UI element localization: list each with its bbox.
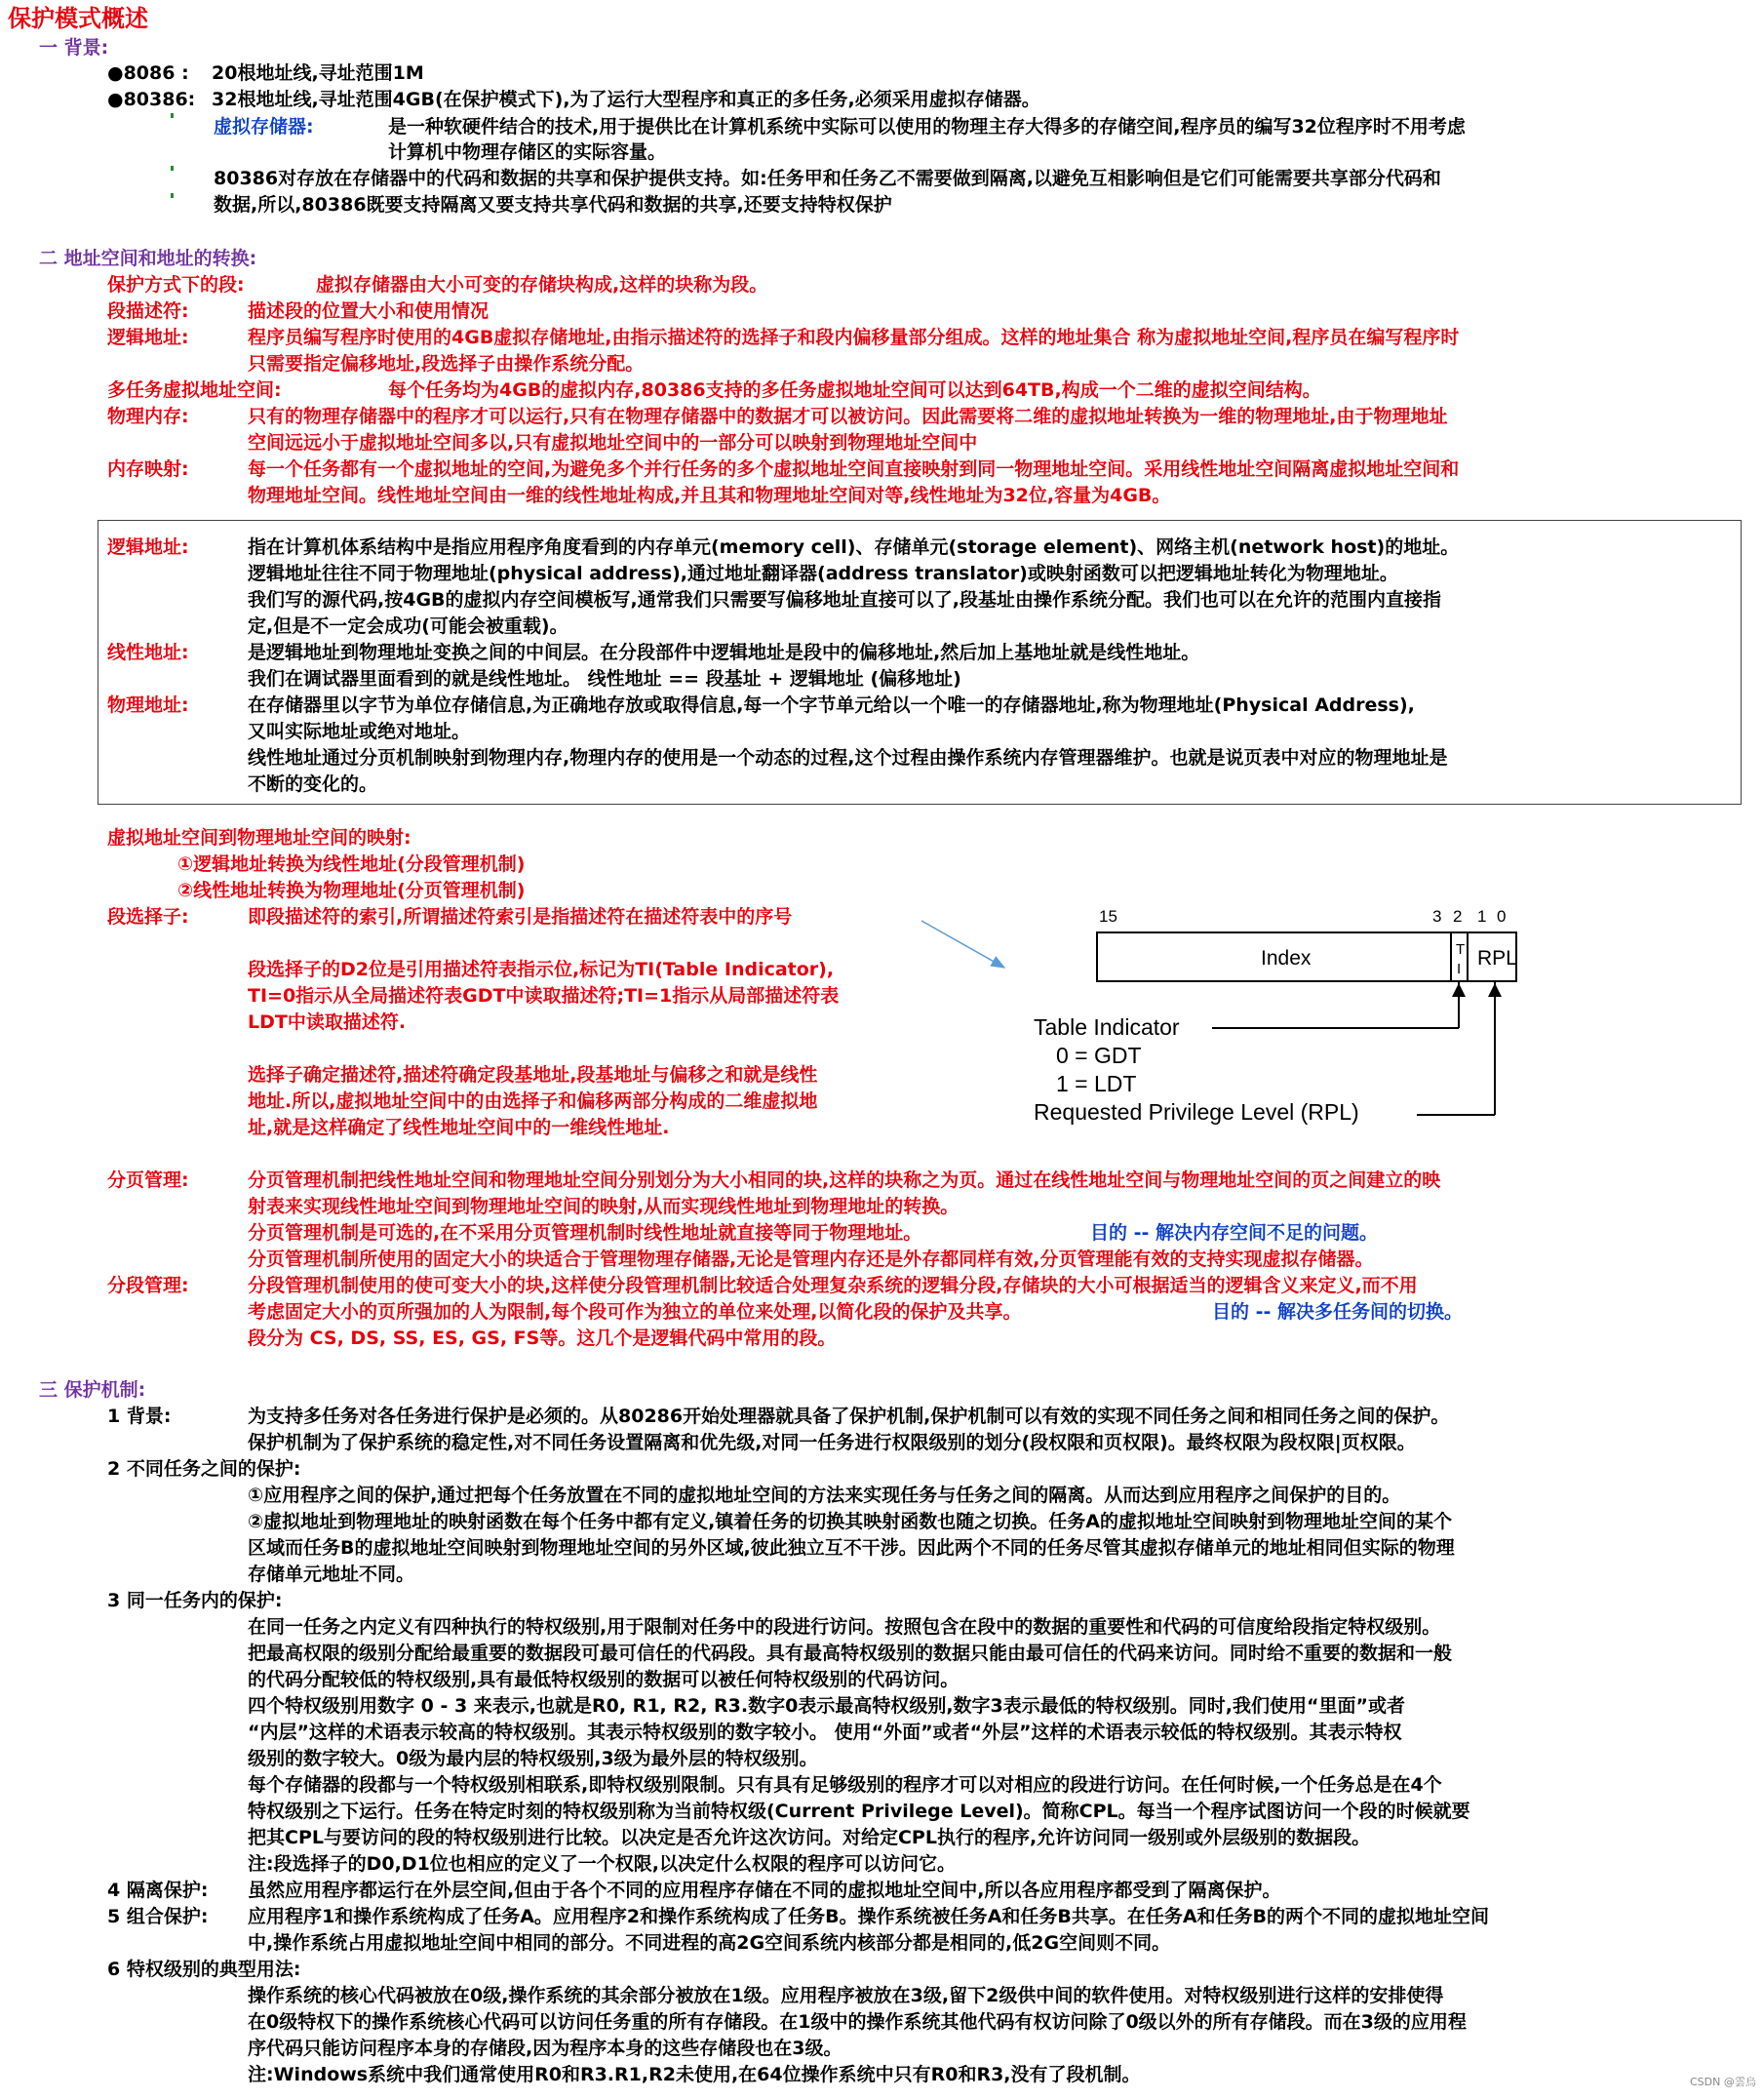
bit-3-label: 3: [1432, 907, 1442, 926]
memory-map-text-2: 物理地址空间。线性地址空间由一维的线性地址构成,并且其和物理地址空间对等,线性地址为32位,容量为4GB。: [248, 485, 1171, 506]
typical-usage-line-2: 在0级特权下的操作系统核心代码可以访问任务重的所有存储段。在1级中的操作系统其他代码有权访问除了0级以外的所有存储段。而在3级的应用程: [248, 2011, 1467, 2033]
box-logical-line-1: 指在计算机体系结构中是指应用程序角度看到的内存单元(memory cell)、存储单元(storage element)、网络主机(network host)的地址。: [248, 536, 1460, 558]
combined-label: 5 组合保护:: [107, 1906, 209, 1927]
sharing-text-1: 80386对存放在存储器中的代码和数据的共享和保护提供支持。如:任务甲和任务乙不需要做到隔离,以避免互相影响但是它们可能需要共享部分代码和: [214, 168, 1441, 189]
ti-text-1: 段选择子的D2位是引用描述符表指示位,标记为TI(Table Indicator),: [248, 959, 835, 980]
intra-task-line-9: 把其CPL与要访问的段的特权级别进行比较。以决定是否允许这次访问。对给定CPL执行的程序,允许访问同一级别或外层级别的数据段。: [248, 1827, 1371, 1848]
mapping-item-1: ①逻辑地址转换为线性地址(分段管理机制): [177, 853, 526, 875]
bullet-80386-text: 32根地址线,寻址范围4GB(在保护模式下),为了运行大型程序和真正的多任务,必须采用虚拟存储器。: [212, 89, 1040, 110]
paging-line-1: 分页管理机制把线性地址空间和物理地址空间分别划分为大小相同的块,这样的块称之为页。通过在线性地址空间与物理地址空间的页之间建立的映: [248, 1169, 1441, 1191]
multitask-text: 每个任务均为4GB的虚拟内存,80386支持的多任务虚拟地址空间可以达到64TB,构成一个二维的虚拟空间结构。: [388, 379, 1321, 401]
table-indicator-label: Table Indicator: [1034, 1014, 1180, 1040]
mapping-heading: 虚拟地址空间到物理地址空间的映射:: [107, 827, 411, 849]
physical-memory-text-1: 只有的物理存储器中的程序才可以运行,只有在物理存储器中的数据才可以被访问。因此需要将二维的虚拟地址转换为一维的物理地址,由于物理地址: [248, 406, 1448, 427]
typical-usage-note: 注:Windows系统中我们通常使用R0和R3.R1,R2未使用,在64位操作系统中只有R0和R3,没有了段机制。: [248, 2064, 1141, 2085]
page-title: 保护模式概述: [8, 5, 148, 32]
bit-0-label: 0: [1497, 907, 1507, 926]
intra-task-line-7: 每个存储器的段都与一个特权级别相联系,即特权级别限制。只有具有足够级别的程序才可以对相应的段进行访问。在任何时候,一个任务总是在4个: [248, 1774, 1442, 1796]
box-linear-line-1: 是逻辑地址到物理地址变换之间的中间层。在分段部件中逻辑地址是段中的偏移地址,然后加上基地址就是线性地址。: [248, 642, 1200, 663]
gdt-label: 0 = GDT: [1056, 1043, 1142, 1068]
tick-mark: [171, 113, 174, 118]
intra-task-line-5: “内层”这样的术语表示较高的特权级别。其表示特权级别的数字较小。 使用“外面”或者“外层”这样的术语表示较低的特权级别。其表示特权: [248, 1722, 1402, 1743]
selector-text: 即段描述符的索引,所谓描述符索引是指描述符在描述符表中的序号: [248, 906, 793, 928]
prot-background-line-2: 保护机制为了保护系统的稳定性,对不同任务设置隔离和优先级,对同一任务进行权限级别的划分(段权限和页权限)。最终权限为段权限|页权限。: [248, 1432, 1416, 1453]
typical-usage-label: 6 特权级别的典型用法:: [107, 1959, 301, 1980]
bit-15-label: 15: [1099, 907, 1117, 926]
intra-task-line-1: 在同一任务之内定义有四种执行的特权级别,用于限制对任务中的段进行访问。按照包含在段中的数据的重要性和代码的可信度给段指定特权级别。: [248, 1616, 1441, 1638]
paging-goal: 目的 -- 解决内存空间不足的问题。: [1090, 1222, 1379, 1244]
memory-map-text-1: 每一个任务都有一个虚拟地址的空间,为避免多个并行任务的多个虚拟地址空间直接映射到同一物理地址空间。采用线性地址空间隔离虚拟地址空间和: [248, 458, 1460, 480]
box-linear-line-2: 我们在调试器里面看到的就是线性地址。 线性地址 == 段基址 + 逻辑地址 (偏移地址): [248, 668, 961, 690]
paging-label: 分页管理:: [107, 1169, 189, 1191]
tick-mark: [171, 193, 174, 198]
bullet-8086-label: ●8086 :: [107, 62, 189, 84]
selector-desc-1: 选择子确定描述符,描述符确定段基地址,段基地址与偏移之和就是线性: [248, 1064, 818, 1086]
segmentation-line-3: 段分为 CS, DS, SS, ES, GS, FS等。这几个是逻辑代码中常用的段。: [248, 1327, 837, 1349]
memory-map-label: 内存映射:: [107, 458, 189, 480]
box-physical-line-2: 又叫实际地址或绝对地址。: [248, 721, 471, 742]
combined-line-2: 中,操作系统占用虚拟地址空间中相同的部分。不同进程的高2G空间系统内核部分都是相同的,低2G空间则不同。: [248, 1932, 1171, 1954]
inter-task-line-1: ①应用程序之间的保护,通过把每个任务放置在不同的虚拟地址空间的方法来实现任务与任务之间的隔离。从而达到应用程序之间保护的目的。: [248, 1485, 1401, 1506]
tick-mark: [171, 166, 174, 171]
physical-memory-text-2: 空间远远小于虚拟地址空间多以,只有虚拟地址空间中的一部分可以映射到物理地址空间中: [248, 432, 978, 454]
segmentation-label: 分段管理:: [107, 1275, 189, 1296]
intra-task-line-8: 特权级别之下运行。任务在特定时刻的特权级别称为当前特权级(Current Privilege Level)。简称CPL。每当一个程序试图访问一个段的时候就要: [248, 1801, 1470, 1822]
watermark: CSDN @雲烏: [1690, 2076, 1756, 2088]
selector-label: 段选择子:: [107, 906, 189, 928]
svg-text:I: I: [1457, 961, 1462, 977]
box-logical-line-3: 我们写的源代码,按4GB的虚拟内存空间模板写,通常我们只需要写偏移地址直接可以了,段基址由操作系统分配。我们也可以在允许的范围内直接指: [248, 589, 1441, 611]
descriptor-label: 段描述符:: [107, 300, 189, 322]
typical-usage-line-1: 操作系统的核心代码被放在0级,操作系统的其余部分被放在1级。应用程序被放在3级,留下2级供中间的软件使用。对特权级别进行这样的安排使得: [248, 1985, 1444, 2006]
paging-line-2: 射表来实现线性地址空间到物理地址空间的映射,从而实现线性地址到物理地址的转换。: [248, 1196, 960, 1217]
logical-address-text-2: 只需要指定偏移地址,段选择子由操作系统分配。: [248, 353, 645, 375]
bit-1-label: 1: [1477, 907, 1487, 926]
rpl-field: RPL: [1477, 947, 1517, 970]
prot-background-line-1: 为支持多任务对各任务进行保护是必须的。从80286开始处理器就具备了保护机制,保护机制可以有效的实现不同任务之间和相同任务之间的保护。: [248, 1406, 1450, 1427]
intra-task-line-6: 级别的数字较大。0级为最内层的特权级别,3级为最外层的特权级别。: [248, 1748, 818, 1769]
prot-background-label: 1 背景:: [107, 1406, 172, 1427]
svg-text:T: T: [1456, 941, 1466, 958]
inter-task-line-4: 存储单元地址不同。: [248, 1564, 415, 1585]
inter-task-line-3: 区域而任务B的虚拟地址空间映射到物理地址空间的另外区域,彼此独立互不干涉。因此两个不同的任务尽管其虚拟存储单元的地址相同但实际的物理: [248, 1537, 1455, 1559]
isolation-label: 4 隔离保护:: [107, 1880, 209, 1901]
box-logical-line-2: 逻辑地址往往不同于物理地址(physical address),通过地址翻译器(address translator)或映射函数可以把逻辑地址转化为物理地址。: [248, 563, 1398, 584]
inter-task-label: 2 不同任务之间的保护:: [107, 1458, 301, 1480]
ldt-label: 1 = LDT: [1056, 1071, 1137, 1096]
box-physical-line-1: 在存储器里以字节为单位存储信息,为正确地存放或取得信息,每一个字节单元给以一个唯一的存储器地址,称为物理地址(Physical Address),: [248, 694, 1415, 716]
virtual-memory-text-2: 计算机中物理存储区的实际容量。: [388, 141, 667, 163]
paging-line-4: 分页管理机制所使用的固定大小的块适合于管理物理存储器,无论是管理内存还是外存都同样有效,分页管理能有效的支持实现虚拟存储器。: [248, 1248, 1374, 1270]
box-physical-line-4: 不断的变化的。: [248, 773, 378, 795]
bit-2-label: 2: [1453, 907, 1463, 926]
virtual-memory-text-1: 是一种软硬件结合的技术,用于提供比在计算机系统中实际可以使用的物理主存大得多的存储空间,程序员的编写32位程序时不用考虑: [388, 116, 1466, 138]
multitask-label: 多任务虚拟地址空间:: [107, 379, 282, 401]
intra-task-line-3: 的代码分配较低的特权级别,具有最低特权级别的数据可以被任何特权级别的代码访问。: [248, 1669, 960, 1690]
typical-usage-line-3: 序代码只能访问程序本身的存储段,因为程序本身的这些存储段也在3级。: [248, 2038, 842, 2059]
section-3-heading: 三 保护机制:: [39, 1379, 146, 1401]
descriptor-text: 描述段的位置大小和使用情况: [248, 300, 490, 322]
segmentation-goal: 目的 -- 解决多任务间的切换。: [1212, 1301, 1464, 1323]
rpl-description: Requested Privilege Level (RPL): [1034, 1099, 1359, 1125]
selector-diagram: [1027, 895, 1548, 1129]
section-1-heading: 一 背景:: [39, 37, 109, 59]
box-physical-line-3: 线性地址通过分页机制映射到物理内存,物理内存的使用是一个动态的过程,这个过程由操作系统内存管理器维护。也就是说页表中对应的物理地址是: [248, 747, 1448, 769]
section-2-heading: 二 地址空间和地址的转换:: [39, 248, 257, 269]
combined-line-1: 应用程序1和操作系统构成了任务A。应用程序2和操作系统构成了任务B。操作系统被任务A和任务B共享。在任务A和任务B的两个不同的虚拟地址空间: [248, 1906, 1490, 1927]
box-logical-line-4: 定,但是不一定会成功(可能会被重载)。: [248, 615, 568, 637]
ti-text-2: TI=0指示从全局描述符表GDT中读取描述符;TI=1指示从局部描述符表: [248, 985, 840, 1007]
intra-task-line-2: 把最高权限的级别分配给最重要的数据段可最可信任的代码段。具有最高特权级别的数据只能由最可信任的代码来访问。同时给不重要的数据和一般: [248, 1643, 1453, 1664]
selector-desc-2: 地址.所以,虚拟地址空间中的由选择子和偏移两部分构成的二维虚拟地: [248, 1090, 818, 1112]
selector-desc-3: 址,就是这样确定了线性地址空间中的一维线性地址.: [248, 1117, 670, 1138]
isolation-line-1: 虽然应用程序都运行在外层空间,但由于各个不同的应用程序存储在不同的虚拟地址空间中,所以各应用程序都受到了隔离保护。: [248, 1880, 1281, 1901]
segment-text: 虚拟存储器由大小可变的存储块构成,这样的块称为段。: [316, 274, 768, 296]
physical-memory-label: 物理内存:: [107, 406, 189, 427]
segmentation-line-1: 分段管理机制使用的使可变大小的块,这样使分段管理机制比较适合处理复杂系统的逻辑分段,存储块的大小可根据适当的逻辑含义来定义,而不用: [248, 1275, 1418, 1296]
bullet-80386-label: ●80386:: [107, 89, 196, 110]
box-logical-label: 逻辑地址:: [107, 536, 189, 558]
mapping-item-2: ②线性地址转换为物理地址(分页管理机制): [177, 880, 526, 901]
bullet-8086-text: 20根地址线,寻址范围1M: [212, 62, 424, 84]
intra-task-note: 注:段选择子的D0,D1位也相应的定义了一个权限,以决定什么权限的程序可以访问它。: [248, 1853, 957, 1875]
segment-label: 保护方式下的段:: [107, 274, 245, 296]
intra-task-line-4: 四个特权级别用数字 0 - 3 来表示,也就是R0, R1, R2, R3.数字0表示最高特权级别,数字3表示最低的特权级别。同时,我们使用“里面”或者: [248, 1695, 1405, 1717]
paging-line-3: 分页管理机制是可选的,在不采用分页管理机制时线性地址就直接等同于物理地址。: [248, 1222, 922, 1244]
index-field: Index: [1261, 947, 1312, 970]
logical-address-text-1: 程序员编写程序时使用的4GB虚拟存储地址,由指示描述符的选择子和段内偏移量部分组成。这样的地址集合 称为虚拟地址空间,程序员在编写程序时: [248, 327, 1460, 348]
ti-text-3: LDT中读取描述符.: [248, 1011, 407, 1033]
inter-task-line-2: ②虚拟地址到物理地址的映射函数在每个任务中都有定义,镇着任务的切换其映射函数也随之切换。任务A的虚拟地址空间映射到物理地址空间的某个: [248, 1511, 1453, 1532]
box-linear-label: 线性地址:: [107, 642, 189, 663]
segmentation-line-2: 考虑固定大小的页所强加的人为限制,每个段可作为独立的单位来处理,以简化段的保护及共享。: [248, 1301, 1022, 1323]
intra-task-label: 3 同一任务内的保护:: [107, 1590, 283, 1611]
logical-address-label: 逻辑地址:: [107, 327, 189, 348]
sharing-text-2: 数据,所以,80386既要支持隔离又要支持共享代码和数据的共享,还要支持特权保护: [214, 194, 892, 216]
virtual-memory-label: 虚拟存储器:: [214, 116, 314, 138]
box-physical-label: 物理地址:: [107, 694, 189, 716]
